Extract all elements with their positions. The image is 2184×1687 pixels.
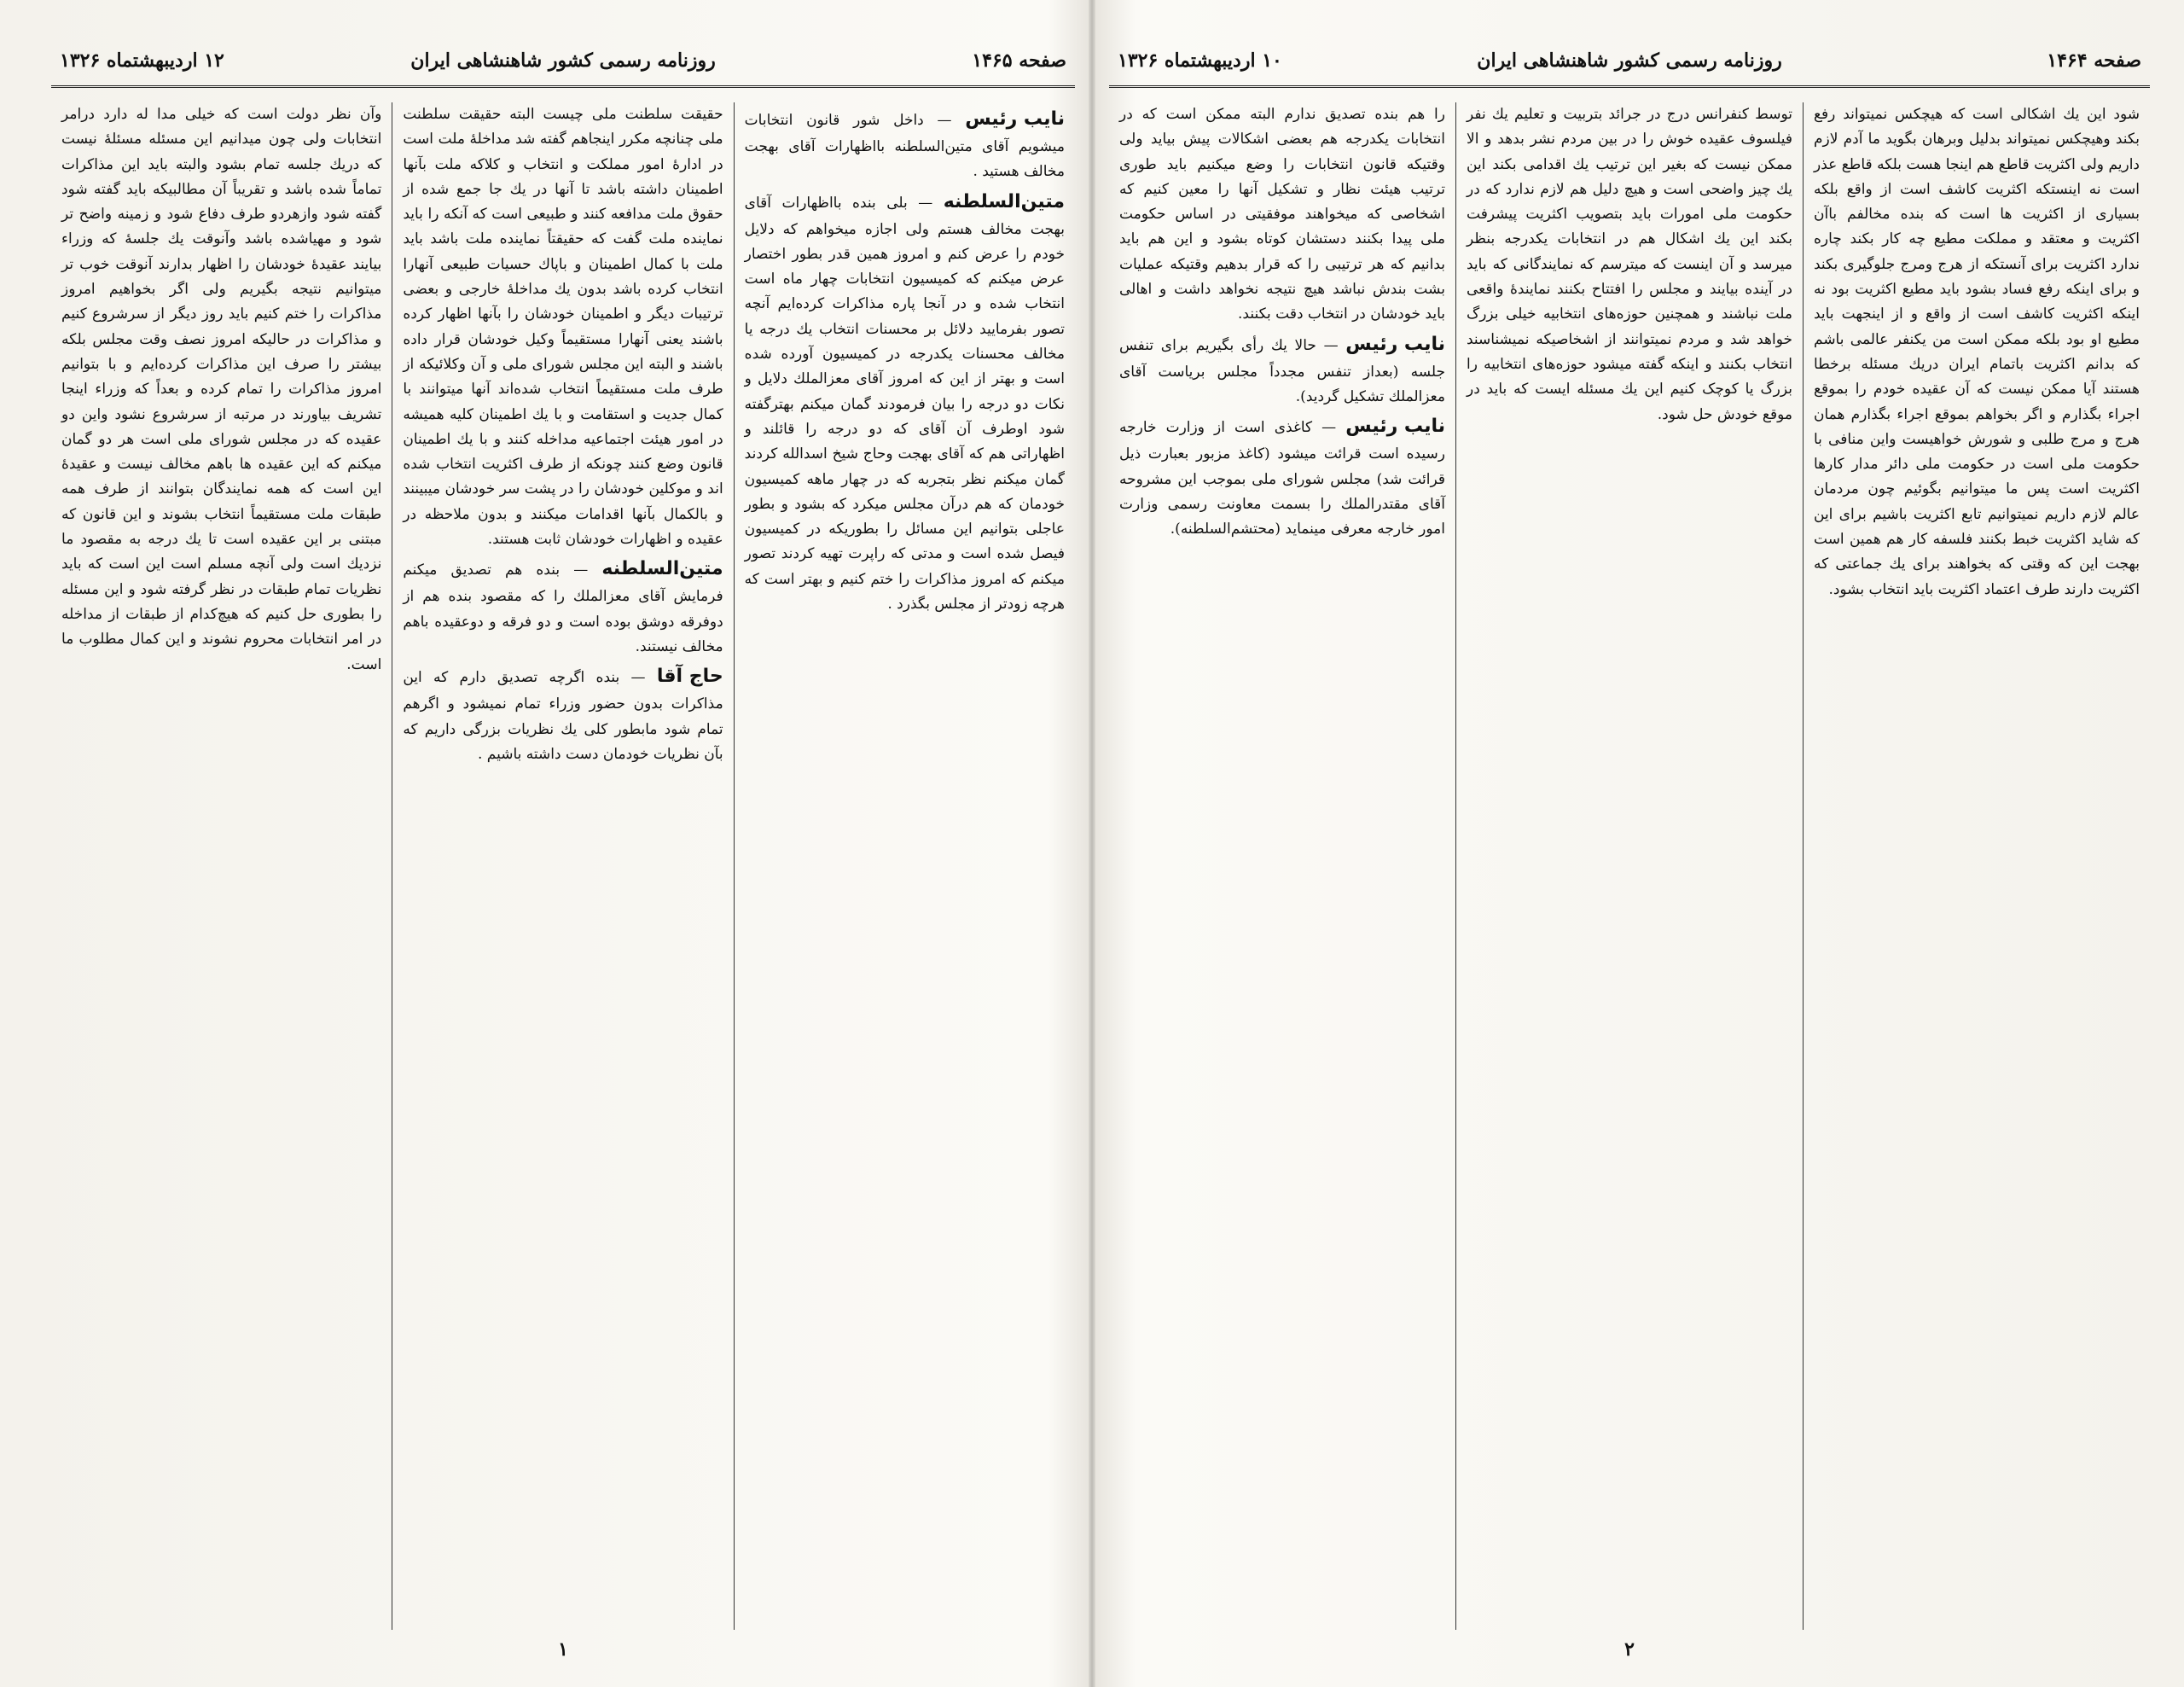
paragraph: [1119, 102, 1445, 328]
speaker-name: متین‌السلطنه: [943, 190, 1065, 212]
speaker-name: نایب رئیس: [965, 108, 1065, 130]
left-column-1: [734, 102, 1075, 1630]
paragraph-text: — کاغذی است از وزارت خارجه رسیده است قرائت میشود (کاغذ مزبور بعبارت ذیل قرائت شد) مجلس شورای ملی بموجب این مشروحه آقای مقتدرالملك را بسمت معاونت رسمی وزارت امور خارجه معرفی مینماید (محتشم‌السلطنه).: [1119, 419, 1445, 538]
speaker-name: حاج آقا: [656, 666, 723, 688]
left-page-number: صفحه ۱۴۶۵: [972, 49, 1066, 72]
page-gutter: [1089, 0, 1095, 1687]
paragraph: [403, 552, 723, 660]
left-page-date: ۱۲ اردیبهشتماه ۱۳۲۶: [60, 49, 224, 72]
speaker-name: نایب رئیس: [1345, 416, 1446, 438]
right-page: [1109, 26, 2150, 1664]
right-column-2: [1455, 102, 1803, 1630]
right-page-title: روزنامه رسمی کشور شاهنشاهی ایران: [1477, 49, 1782, 72]
paragraph: [1467, 102, 1792, 428]
paragraph-text: — بلی بنده بااظهارات آقای بهجت مخالف هستم ولی اجازه میخواهم که دلایل خودم را عرض کنم و امروز همین قدر بطور اختصار عرض میکنم که کمیسیون انتخابات چهار ماه است انتخاب شده و در آنجا پاره مذاکرات کرده‌ایم آنچه تصور بفرمایید دلائل بر محسنات انتخاب یك درجه یا مخالف محسنات یکدرجه در کمیسیون آورده شده است و بهتر از این که امروز آقای معزالملك دلایل و نکات دو درجه را بیان فرمودند گمان میکنم بهترگفته شود اوطرف آن آقای که دو درجه را قائلند و اظهاراتی هم که آقای بهجت وحاج شیخ اسدالله کردند گمان میکنم نظر بتجربه که در چهار ماهه کمیسیون خودمان که هم درآن مجلس میکرد که بشود و بطور عاجلی بتوانیم این مسائل را بطوریکه در کمیسیون فیصل شده است و مدتی که راپرت تهیه کردند تصور میکنم که امروز مذاکرات را ختم کنیم و بهتر است که هرچه زودتر از مجلس بگذرد .: [744, 194, 1065, 614]
paragraph: [1814, 102, 2140, 602]
left-page-footer: ۱: [558, 1638, 568, 1661]
paragraph-text: — داخل شور قانون انتخابات میشویم آقای متین‌السلطنه بااظهارات آقای بهجت مخالف هستید .: [744, 112, 1065, 181]
left-page-header: [51, 43, 1075, 88]
right-page-columns: [1109, 102, 2150, 1630]
speaker-name: متین‌السلطنه: [601, 558, 723, 580]
paragraph: [1119, 410, 1445, 542]
paragraph: [403, 660, 723, 767]
left-column-3: [51, 102, 392, 1630]
right-page-date: ۱۰ اردیبهشتماه ۱۳۲۶: [1118, 49, 1282, 72]
right-column-1: [1803, 102, 2150, 1630]
right-column-3: [1109, 102, 1455, 1630]
right-page-number: صفحه ۱۴۶۴: [2047, 49, 2141, 72]
paragraph-text: حقیقت سلطنت ملی چیست البته حقیقت سلطنت ملی چنانچه مکرر اینجاهم گفته شد مداخلهٔ ملت است در ادارهٔ امور مملکت و انتخاب و کلاکه ملت بآنها اطمینان داشته باشد تا آنها در یك جا جمع شده از حقوق ملت مدافعه کنند و طبیعی است که آنکه را باید نماینده ملت گفت که حقیقتاً نماینده ملت باشد باید ملت با کمال اطمینان و باپاك حسیات طبیعی آنهارا انتخاب کرده باشد بدون یك مداخلهٔ خارجی و بعضی ترتیبات دیگر و اطمینان خودشان را بآنها اظهار کرده باشند یعنی آنهارا مستقیماً وکیل خودشان قرار داده باشند و البته این مجلس شورای ملی و آن وکلائیکه از طرف ملت مستقیماً انتخاب شده‌اند آنها میتوانند با کمال جدیت و استقامت و با یك اطمینان کلیه همیشه در امور هیئت اجتماعیه مداخله کنند و با یك اطمینان قانون وضع کنند چونکه از طرف اکثریت انتخاب شده اند و موکلین خودشان را در پشت سر خودشان میبینند و بالکمال بآنها اقدامات میکنند و بدون ملاحظه در عقیده و اظهارات خودشان ثابت هستند.: [403, 106, 723, 549]
paragraph: [1119, 328, 1445, 410]
paragraph-text: — بنده‌ هم تصدیق میکنم فرمایش آقای معزالملك را که مقصود بنده هم از دوفرقه دوشق بوده است و دو فرقه و دوعقیده باهم مخالف نیستند.: [403, 561, 723, 655]
paragraph: [745, 102, 1065, 185]
left-page-columns: [51, 102, 1075, 1630]
paragraph-text: — حالا یك رأی بگیریم برای تنفس جلسه (بعداز تنفس مجدداً مجلس بریاست آقای معزالملك تشکیل گردید).: [1119, 336, 1445, 405]
speaker-name: نایب رئیس: [1345, 333, 1446, 355]
paragraph-text: را هم بنده تصدیق ندارم البته ممکن است که در انتخابات یکدرجه هم بعضی اشکالات پیش بیاید ولی وقتیکه قانون انتخابات را وضع میکنیم باید طوری ترتیب هیئت نظار و تشکیل آنها را معین کنیم که اشخاصی که میخواهند موفقیتی در اساس حکومت ملی پیدا بکنند دستشان کوتاه بشود و این هم باید بدانیم که هر ترتیبی را که قرار بدهیم وقتیکه عملیات بشت بندش نباشد هیچ نتیجه نخواهد داشت و اهالی باید خودشان در انتخاب دقت بکنند.: [1119, 106, 1445, 323]
left-page: [51, 26, 1075, 1664]
paragraph: [745, 185, 1065, 618]
right-page-header: [1109, 43, 2150, 88]
paragraph-text: وآن نظر دولت است که خیلی مدا له دارد درامر انتخابات ولی چون میدانیم این مسئله مسئلهٔ نیست که دریك جلسه تمام بشود والبته باید این مذاکرات تماماً شده باشد و تقریباً آن مطالبیکه باید گفته شود گفته شود وازهردو طرف دفاع شود و زمینه واضح تر شود و مهیاشده باشد وآنوقت یك جلسهٔ که وزراء بیایند عقیدهٔ خودشان را اظهار بدارند آنوقت خوب تر میتوانیم نتیجه بگیریم ولی اگر بخواهیم امروز مذاکرات را ختم کنیم باید روز دیگر از سرشروع کنیم و مذاکرات در حالیکه امروز نصف وقت مجلس بلکه بیشتر را صرف این مذاکرات کرده‌ایم و با بتوانیم امروز مذاکرات را تمام کرده و بعداً که وزراء اینجا تشریف بیاورند در مرتبه از سرشروع نشود واین دو عقیده که در مجلس شورای ملی است هر دو گمان میکنم که این عقیده ها باهم مخالف نیست و عقیدهٔ این است که همه نمایندگان بتوانند از طرف همه طبقات ملت مستقیماً انتخاب بشوند و این قانون که مبتنی بر این عقیده است تا یك درجه به مقصود ما نزدیك است ولی آنچه مسلم است این است که باید نظریات تمام طبقات در نظر گرفته شود و این مسئله را بطوری حل کنیم که هیچ‌کدام از طبقات از مداخله در امر انتخابات محروم نشوند و این کمال مطلوب ما است.: [61, 106, 382, 673]
paragraph: [403, 102, 723, 552]
left-page-title: روزنامه رسمی کشور شاهنشاهی ایران: [410, 49, 716, 72]
right-page-footer: ۲: [1624, 1638, 1635, 1661]
paragraph-text: — بنده اگرچه تصدیق دارم که این مذاکرات بدون حضور وزراء تمام نمیشود و اگرهم تمام شود مابطور کلی یك نظریات بزرگی داریم که بآن نظریات خودمان دست داشته باشیم .: [403, 669, 723, 763]
paragraph-text: توسط کنفرانس درج در جرائد بتربیت و تعلیم یك نفر فیلسوف عقیده خوش را در بین مردم نشر بدهد و الا ممکن نیست که بغیر این ترتیب یك اقدامی بکند این یك چیز واضحی است و هیچ دلیل هم لازم ندارد که در حکومت ملی امورات باید بتصویب اکثریت پیشرفت بکند این یك اشکال هم در انتخابات یکدرجه بنظر میرسد و آن اینست که میترسم که نمایندگانی که باید در آینده بیایند و مجلس را افتتاح بکنند نمایندهٔ واقعی ملت نباشند و همچنین حوزه‌های انتخابیه خیلی بزرگ خواهد شد و مردم نمیتوانند از اشخاصیکه نمیشناسند انتخاب بکنند و اینکه گفته میشود حوزه‌های انتخابیه را بزرگ یا کوچک کنیم این یك مسئله ایست که باید در موقع خودش حل شود.: [1467, 106, 1792, 423]
paragraph: [61, 102, 381, 678]
left-column-2: [392, 102, 733, 1630]
paragraph-text: شود این یك اشکالی است که هیچکس نمیتواند رفع بکند وهیچکس نمیتواند بدلیل وبرهان بگوید ما آدم لازم داریم ولی اکثریت قاطع هم اینجا هست بلکه قاطع عذر است نه اینستکه اکثریت کاشف است از واقع بلکه بسیاری از اکثریت ها است که بنده مخالفم باآن اکثریت و معتقد و مملکت مطیع چه کار بکند چاره ندارد اکثریت برای آنستکه از هرج ومرج جلوگیری بکند و برای اینکه رفع فساد بشود باید مطیع اکثریت بود نه اینکه اکثریت کاشف است از واقع و از اینجهت باید مطیع او بود بلکه ممکن است من یکنفر عالمی باشم که بدانم اکثریت باتمام ایران دریك مسئله برخطا هستند آیا ممکن نیست که آن عقیده خودم را بموقع اجراء بگذارم و اگر بخواهم بموقع اجراء بگذارم همان هرج و مرج طلبی و شورش خواهیست واین منافی با حکومت ملی است در حکومت ملی دائر مدار کارها اکثریت است پس ما میتوانیم بگوئیم چون مردمان عالم لازم داریم نمیتوانیم تابع اکثریت باشیم برای این که شاید اکثریت خبط بکنند فلسفه کار هم همین است بهجت این که وقتی که بخواهند برای یك جماعتی که اکثریت دارند طرف اعتماد اکثریت باید انتخاب بشود.: [1814, 106, 2140, 598]
